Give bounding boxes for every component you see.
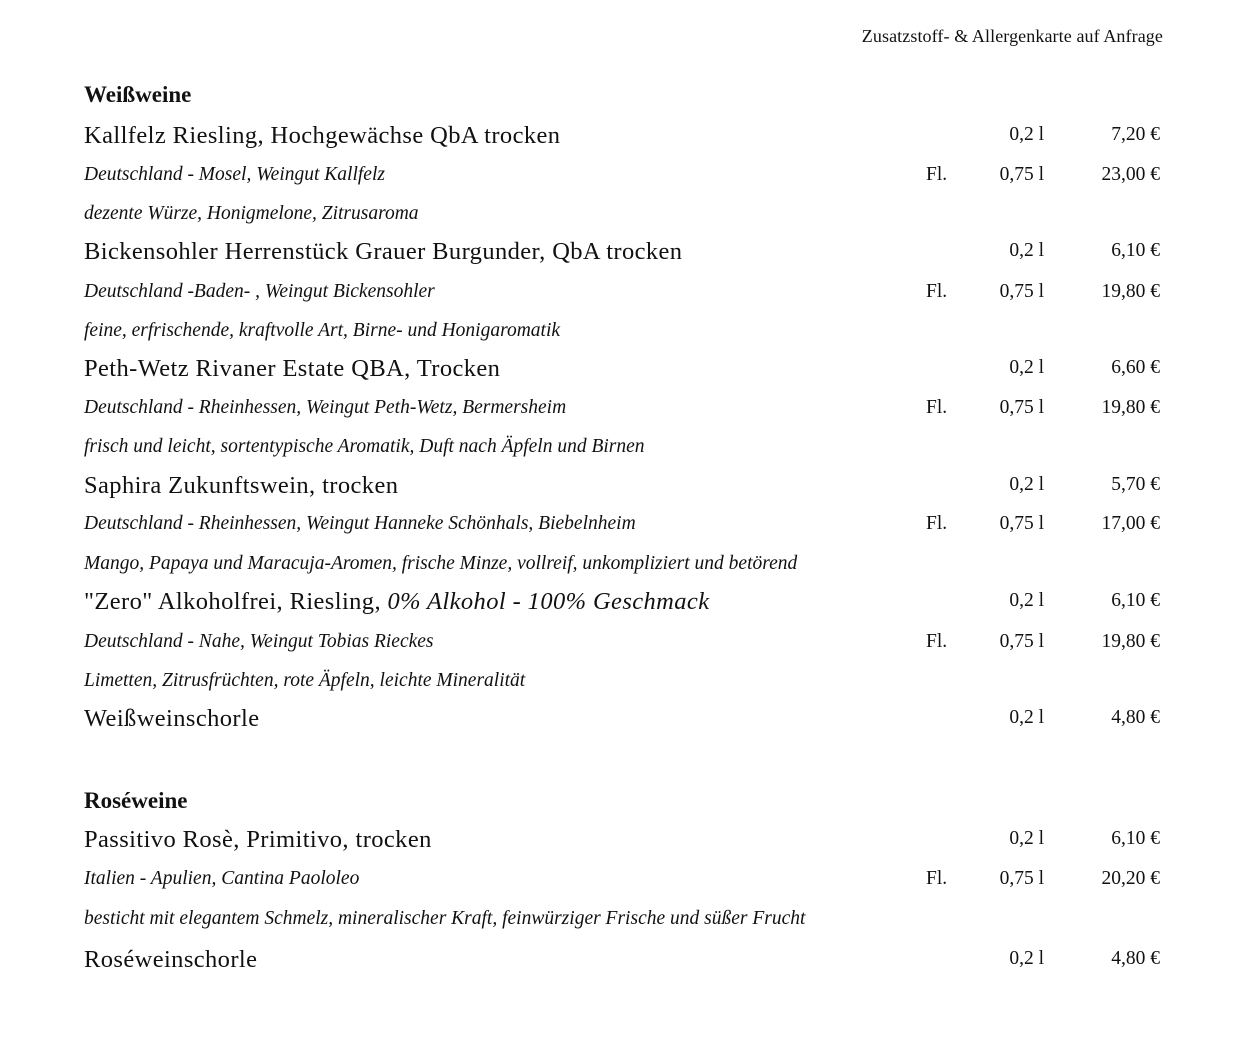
spritzer-name: Weißweinschorle [84, 705, 260, 732]
wine-description: frisch und leicht, sortentypische Aromatik, Duft nach Äpfeln und Birnen [84, 436, 645, 457]
wine-description-row [84, 201, 1164, 231]
glass-price: 6,10 € [1111, 828, 1160, 849]
glass-volume: 0,2 l [1009, 828, 1044, 849]
wine-description: Mango, Papaya und Maracuja-Aromen, frische Minze, vollreif, unkompliziert und betörend [84, 553, 798, 574]
wine-origin: Italien - Apulien, Cantina Paololeo [84, 868, 360, 889]
bottle-volume: 0,75 l [999, 281, 1044, 302]
wine-description-row [84, 434, 1164, 464]
wine-origin: Deutschland - Nahe, Weingut Tobias Rieckes [84, 631, 434, 652]
wine-description: feine, erfrischende, kraftvolle Art, Birne- und Honigaromatik [84, 320, 561, 341]
glass-volume: 0,2 l [1009, 948, 1044, 969]
wine-origin-row [84, 511, 1164, 541]
section-title-white: Weißweine [84, 82, 192, 107]
wine-origin: Deutschland - Rheinhessen, Weingut Peth-Wetz, Bermersheim [84, 397, 567, 418]
wine-name-row [84, 122, 1164, 152]
wine-name-row [84, 238, 1164, 268]
glass-price: 6,60 € [1111, 357, 1160, 378]
bottle-volume: 0,75 l [999, 868, 1044, 889]
bottle-volume: 0,75 l [999, 513, 1044, 534]
bottle-price: 19,80 € [1101, 397, 1160, 418]
wine-name: Peth-Wetz Rivaner Estate QBA, Trocken [84, 355, 501, 382]
wine-origin-row [84, 162, 1164, 192]
glass-volume: 0,2 l [1009, 357, 1044, 378]
wine-name: Kallfelz Riesling, Hochgewächse QbA trocken [84, 122, 561, 149]
wine-origin-row [84, 866, 1164, 896]
wine-description: dezente Würze, Honigmelone, Zitrusaroma [84, 203, 419, 224]
bottle-price: 19,80 € [1101, 281, 1160, 302]
allergen-note: Zusatzstoff- & Allergenkarte auf Anfrage [861, 26, 1163, 46]
glass-volume: 0,2 l [1009, 590, 1044, 611]
bottle-volume: 0,75 l [999, 631, 1044, 652]
bottle-label: Fl. [926, 164, 948, 185]
wine-name-row [84, 588, 1164, 618]
wine-description-row [84, 668, 1164, 698]
wine-origin-row [84, 279, 1164, 309]
bottle-label: Fl. [926, 631, 948, 652]
glass-volume: 0,2 l [1009, 240, 1044, 261]
bottle-label: Fl. [926, 397, 948, 418]
bottle-label: Fl. [926, 281, 948, 302]
glass-volume: 0,2 l [1009, 124, 1044, 145]
section-title-rose: Roséweine [84, 788, 188, 813]
wine-origin-row [84, 629, 1164, 659]
wine-origin: Deutschland - Mosel, Weingut Kallfelz [84, 164, 385, 185]
glass-price: 4,80 € [1111, 707, 1160, 728]
bottle-volume: 0,75 l [999, 164, 1044, 185]
wine-name-row [84, 826, 1164, 856]
bottle-price: 20,20 € [1101, 868, 1160, 889]
wine-name-row [84, 355, 1164, 385]
bottle-price: 19,80 € [1101, 631, 1160, 652]
wine-description-row [84, 318, 1164, 348]
bottle-price: 17,00 € [1101, 513, 1160, 534]
glass-price: 6,10 € [1111, 240, 1160, 261]
spritzer-name: Roséweinschorle [84, 946, 258, 973]
spritzer-row [84, 705, 1164, 735]
bottle-volume: 0,75 l [999, 397, 1044, 418]
wine-description: Limetten, Zitrusfrüchten, rote Äpfeln, leichte Mineralität [84, 670, 526, 691]
wine-name-main: "Zero" Alkoholfrei, Riesling, [84, 588, 381, 615]
bottle-price: 23,00 € [1101, 164, 1160, 185]
bottle-label: Fl. [926, 513, 948, 534]
wine-name [84, 588, 709, 616]
wine-name: Passitivo Rosè, Primitivo, trocken [84, 826, 432, 853]
wine-origin: Deutschland - Rheinhessen, Weingut Hanneke Schönhals, Biebelnheim [84, 513, 636, 534]
wine-description-row [84, 551, 1164, 581]
wine-description: besticht mit elegantem Schmelz, mineralischer Kraft, feinwürziger Frische und süßer Frucht [84, 908, 806, 929]
wine-name-row [84, 472, 1164, 502]
wine-name-subtitle: 0% Alkohol - 100% Geschmack [387, 588, 710, 615]
glass-volume: 0,2 l [1009, 474, 1044, 495]
wine-name: Bickensohler Herrenstück Grauer Burgunder, QbA trocken [84, 238, 683, 265]
spritzer-row [84, 946, 1164, 976]
glass-price: 4,80 € [1111, 948, 1160, 969]
bottle-label: Fl. [926, 868, 948, 889]
wine-description-row [84, 906, 1164, 936]
wine-origin-row [84, 395, 1164, 425]
wine-origin: Deutschland -Baden- , Weingut Bickensohler [84, 281, 435, 302]
glass-price: 5,70 € [1111, 474, 1160, 495]
wine-name: Saphira Zukunftswein, trocken [84, 472, 399, 499]
glass-volume: 0,2 l [1009, 707, 1044, 728]
glass-price: 6,10 € [1111, 590, 1160, 611]
glass-price: 7,20 € [1111, 124, 1160, 145]
